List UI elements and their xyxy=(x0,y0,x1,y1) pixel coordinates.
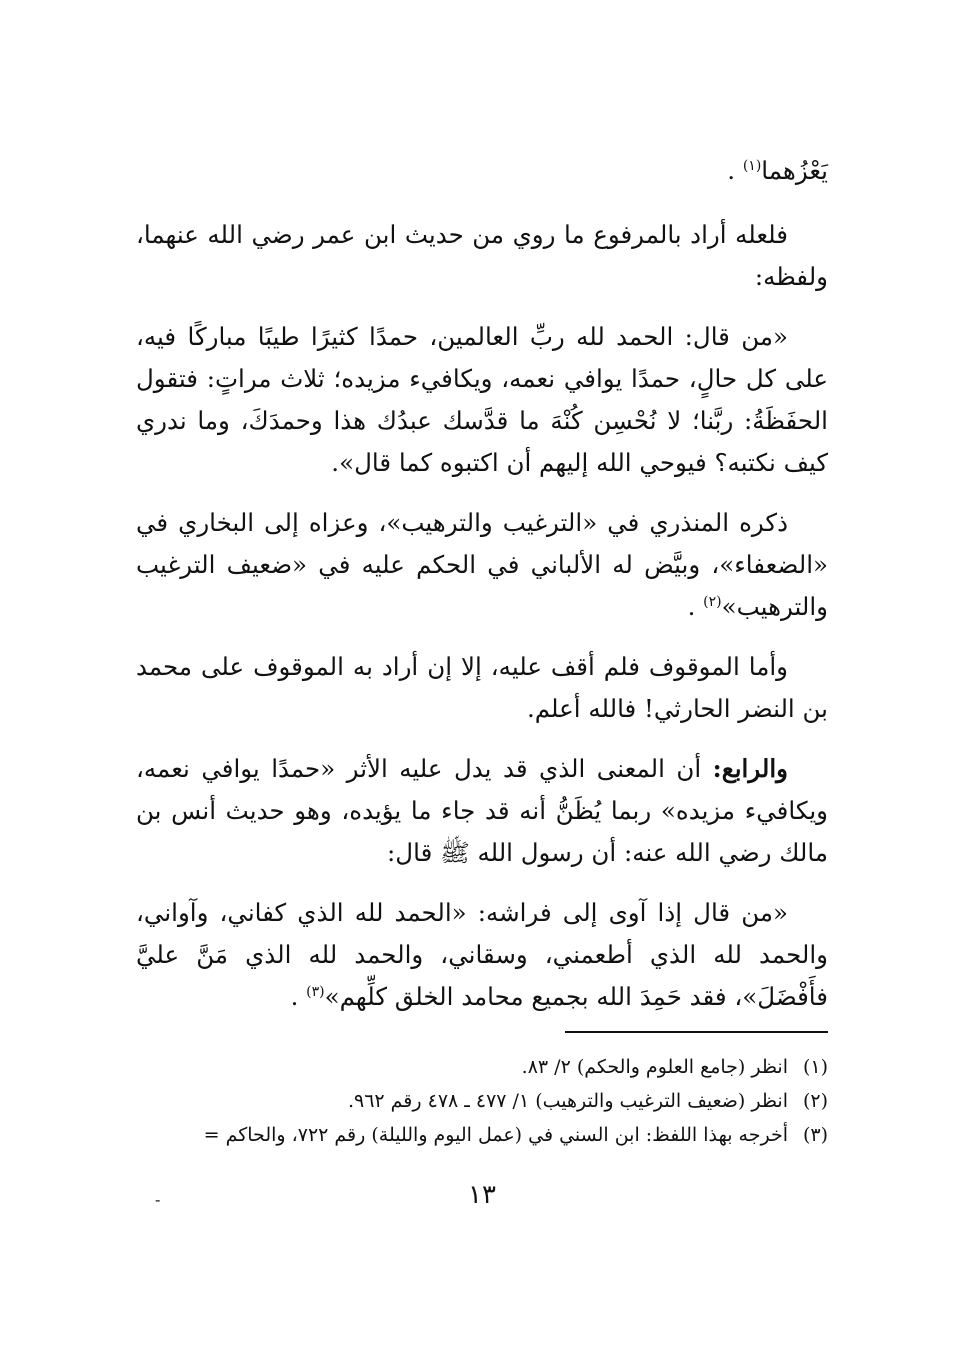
footnote-ref-2[interactable]: (٢) xyxy=(703,593,722,610)
footnote-number: (٢) xyxy=(802,1090,828,1112)
footnote-ref-3[interactable]: (٣) xyxy=(306,983,325,1000)
footnote-2 xyxy=(136,1084,828,1118)
period: . xyxy=(727,156,736,185)
paragraph-anas-hadith xyxy=(136,892,828,1018)
paragraph-text: أن المعنى الذي قد يدل عليه الأثر «حمدًا يوافي نعمه، ويكافيء مزيده» ربما يُظَنُّ أنه قد جاء ما يؤيده، وهو حديث أنس بن مالك رضي الله عنه: أن رسول الله ﷺ قال: xyxy=(136,754,828,867)
paragraph-text: يَعْزُهما xyxy=(761,156,828,185)
paragraph-source xyxy=(136,502,828,628)
footnote-3 xyxy=(136,1118,828,1152)
footnote-1 xyxy=(136,1050,828,1084)
paragraph-text: «من قال إذا آوى إلى فراشه: «الحمد لله الذي كفاني، وآواني، والحمد لله الذي أطعمني، وسقاني، والحمد لله الذي مَنَّ عليَّ فأَفْضَلَ»، فقد حَمِدَ الله بجميع محامد الخلق كلِّهم» xyxy=(136,898,828,1011)
footnote-ref-1[interactable]: (١) xyxy=(742,157,762,174)
footnote-text: أخرجه بهذا اللفظ: ابن السني في (عمل اليوم والليلة) رقم ٧٢٢، والحاكم = xyxy=(203,1124,788,1146)
period: . xyxy=(290,982,299,1011)
paragraph-intro: فلعله أراد بالمرفوع ما روي من حديث ابن عمر رضي الله عنهما، ولفظه: xyxy=(136,220,828,291)
footnote-text: انظر (ضعيف الترغيب والترهيب) ١/ ٤٧٧ ـ ٤٧٨ رقم ٩٦٢. xyxy=(347,1090,788,1112)
footnote-divider xyxy=(565,1031,828,1033)
fourth-heading: والرابع: xyxy=(712,754,788,783)
page-number: ١٣ xyxy=(468,1180,496,1210)
paragraph-mawquf: وأما الموقوف فلم أقف عليه، إلا إن أراد به الموقوف على محمد بن النضر الحارثي! فالله أعلم. xyxy=(136,652,828,723)
main-text xyxy=(136,150,828,1036)
footnote-number: (٣) xyxy=(802,1124,828,1146)
stray-mark: - xyxy=(155,1190,161,1209)
paragraph-hadith-quote: «من قال: الحمد لله ربِّ العالمين، حمدًا كثيرًا طيبًا مباركًا فيه، على كل حالٍ، حمدًا يوافي نعمه، ويكافيء مزيده؛ ثلاث مراتٍ: فتقول الحفَظَةُ: ربَّنا؛ لا نُحْسِن كُنْهَ ما قدَّسك عبدُك هذا وحمدَكَ، وما ندري كيف نكتبه؟ فيوحي الله إليهم أن اكتبوه كما قال». xyxy=(136,322,828,477)
footnotes xyxy=(136,1050,828,1152)
footnote-number: (١) xyxy=(802,1056,828,1078)
paragraph-text: ذكره المنذري في «الترغيب والترهيب»، وعزاه إلى البخاري في «الضعفاء»، وبيَّض له الألباني في الحكم عليه في «ضعيف الترغيب والترهيب» xyxy=(136,508,828,621)
paragraph-fourth xyxy=(136,748,828,874)
period: . xyxy=(687,592,696,621)
footnote-text: انظر (جامع العلوم والحكم) ٢/ ٨٣. xyxy=(521,1056,788,1078)
paragraph-continuation xyxy=(136,150,828,192)
